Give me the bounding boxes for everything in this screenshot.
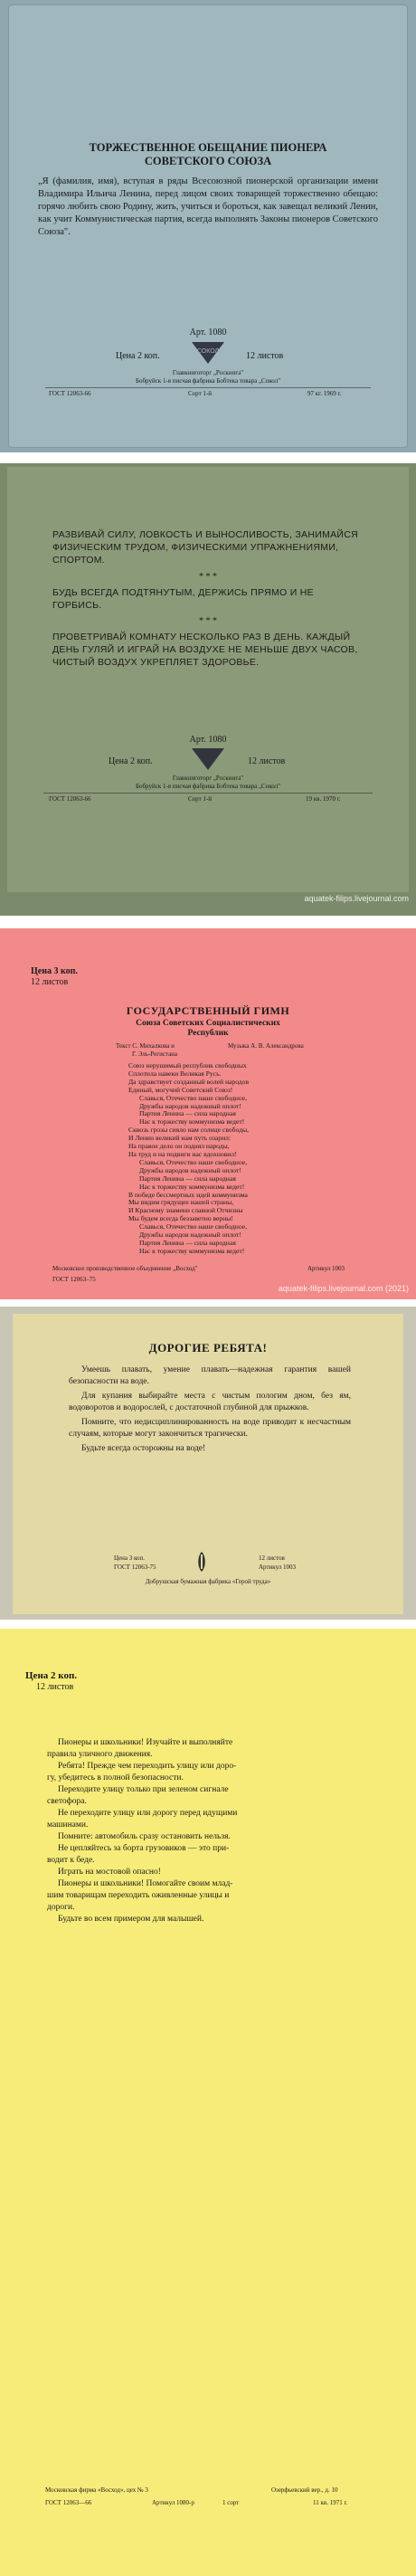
publisher-line-2: Бобруйск 1-я писчая фабрика Бобтека товара „Сокол" [135,783,281,790]
traffic-rules [47,1737,237,1925]
lyric-line: Славься, Отечество наше свободное, [139,1093,247,1102]
art-number: Арт. 1080 [189,328,227,337]
lyric-line: Мы видим грядущее нашей страны, [128,1198,234,1207]
music-author: Музыка А. В. Александрова [228,1042,304,1050]
price: Цена 2 коп. [25,1670,78,1681]
lyric-line: Партия Ленина — сила народная [139,1174,236,1183]
cover-panel-3 [0,928,416,1299]
title-line-1: ТОРЖЕСТВЕННОЕ ОБЕЩАНИЕ ПИОНЕРА [89,141,327,154]
lyric-line: Славься, Отечество наше свободное, [139,1157,247,1166]
lyric-line: Единый, могучий Советский Союз! [128,1085,233,1094]
cover-panel-2 [0,463,416,916]
swim-text [69,1364,351,1455]
gost: ГОСТ 12063-75 [114,1564,156,1571]
lyric-line: Партия Ленина — сила народная [139,1238,236,1247]
art-number: Артикул 1003 [307,1265,345,1272]
lyric-line: В победе бессмертных идей коммунизма [128,1190,248,1199]
watermark: aquatek-filips.livejournal.com (2021) [278,1284,409,1293]
rule-3: ПРОВЕТРИВАЙ КОМНАТУ НЕСКОЛЬКО РАЗ В ДЕНЬ. КАЖДЫЙ ДЕНЬ ГУЛЯЙ И ИГРАЙ НА ВОЗДУХЕ НЕ МЕНЬШЕ ДВУХ ЧАСОВ, ЧИСТЫЙ ВОЗДУХ УКРЕПЛЯЕТ ЗДОРОВЬЕ. [52,632,358,668]
svg-text:СОКОЛ: СОКОЛ [196,348,220,355]
lyric-line: Дружбы народов надежный оплот! [139,1165,241,1174]
lyric-line: И Красному знамени славной Отчизны [128,1206,243,1215]
logo [194,1551,210,1577]
lyric-line: Нас к торжеству коммунизма ведет! [139,1246,245,1255]
rule-line: светофора. [47,1797,87,1806]
gost: ГОСТ 12063—66 [45,2499,92,2506]
swim-title: ДОРОГИЕ РЕБЯТА! [148,1341,268,1355]
art-number: Арт. 1080 [189,735,227,745]
sheets-count: 12 листов [248,756,286,766]
lyric-line: На правое дело он поднял народы, [128,1142,230,1151]
rule-line: Переходите улицу только при зеленом сигнале [58,1785,229,1794]
swim-paragraph: Будьте всегда осторожны на воде! [81,1444,206,1453]
order: 97 кг. 1969 г. [307,390,342,397]
cover-panel-4 [0,1307,416,1620]
factory: Московская фирма «Восход», цех № 3 [45,2486,148,2494]
lyric-line: На труд и на подвиги нас вдохновил! [128,1149,237,1158]
anthem-title: ГОСУДАРСТВЕННЫЙ ГИМН [126,1004,290,1017]
gost: ГОСТ 12063–75 [52,1276,96,1283]
rule-1: РАЗВИВАЙ СИЛУ, ЛОВКОСТЬ И ВЫНОСЛИВОСТЬ, ЗАНИМАЙСЯ ФИЗИЧЕСКИМ ТРУДОМ, ФИЗИЧЕСКИМИ УПРАЖНЕНИЯМИ, СПОРТОМ. [52,529,359,566]
rule-line: правила уличного движения. [47,1750,153,1759]
publisher-line-2: Бобруйск 1-я писчая фабрика Бобтека товара „Сокол" [135,377,281,385]
publisher-line-1: Главкниготорг „Роскнига" [172,369,244,376]
title-line-2: СОВЕТСКОГО СОЮЗА [144,155,272,167]
lyric-line: Нас к торжеству коммунизма ведет! [139,1117,245,1126]
price: Цена 2 коп. [116,351,160,361]
rule-line: Помните: автомобиль сразу остановить нельзя. [58,1832,231,1841]
factory-logo-icon [190,745,226,772]
swim-paragraph: Умеешь плавать, умение плавать—надежная гарантия вашей безопасности на воде. [69,1365,351,1386]
factory-logo-icon [194,1551,210,1573]
cover-panel-1 [0,0,416,452]
address: Озерфьевский вер., д. 10 [271,2486,338,2494]
rule-line: Будьте во всем примером для малышей. [58,1915,204,1924]
separator-stars: * * * [199,572,217,582]
sort: Сорт 1-й [188,795,212,803]
anthem-subtitle-1: Союза Советских Социалистических [136,1019,280,1028]
factory-logo-icon [190,338,226,366]
publisher-line-1: Главкниготорг „Роскнига" [172,775,244,782]
lyric-line: Дружбы народов надежный оплот! [139,1101,241,1110]
sheets-count: 12 листов [36,1682,74,1692]
art-number: Артикул 1003 [259,1564,297,1571]
lyric-line: Славься, Отечество наше свободное, [139,1222,247,1231]
rule-line: машинами. [47,1820,89,1830]
rule-line: шим товарищам переходить оживленные улицы и [47,1891,230,1900]
rule-line: дороги. [47,1903,75,1912]
divider [45,387,371,388]
gost: ГОСТ 12063-66 [49,795,91,803]
lyric-line: Сквозь грозы сияло нам солнце свободы, [128,1126,249,1135]
rule-line: Не цепляйтесь за борта грузовиков — это при- [58,1844,230,1853]
order: 19 кв. 1970 г. [306,795,341,803]
lyrics-author-line-1: Текст С. Михалкова и [116,1042,175,1050]
divider [43,793,373,794]
lyrics-author [116,1042,177,1059]
factory: Добрушская бумажная фабрика «Герой труда» [145,1578,271,1585]
pledge-text: „Я (фамилия, имя), вступая в ряды Всесоюзной пионерской организации имени Владимира Ильича Ленина, перед лицом своих товарищей торжественно обещаю: горячо любить свою Родину, жить, учиться и бороться, как завещал великий Ленин, как учит Коммунистическая партия, всегда выполнять Законы пионеров Советского Союза". [38,176,378,237]
art-number: Артикул 1080-р [152,2499,194,2506]
lyric-line: Мы будем всегда беззаветно верны! [128,1214,233,1223]
cover-sheet [9,5,407,447]
gost: ГОСТ 12063-66 [49,390,91,397]
price: Цена 3 коп. [114,1554,146,1562]
rule-2: БУДЬ ВСЕГДА ПОДТЯНУТЫМ, ДЕРЖИСЬ ПРЯМО И НЕ ГОРБИСЬ. [52,587,314,611]
factory: Московское производственное объединение „Восход" [52,1265,198,1272]
cover-sheet [13,1314,403,1614]
separator-stars: * * * [199,616,217,626]
anthem-lyrics [128,1062,249,1256]
rule-line: Не переходите улицу или дорогу перед идущими [58,1809,238,1818]
rule-line: гу, убедитесь в полной безопасности. [47,1773,184,1782]
lyric-line: И Ленин великий нам путь озарил: [128,1134,232,1143]
rule-line: водит к беде. [47,1856,95,1865]
watermark: aquatek-filips.livejournal.com [304,894,409,903]
sheets-count: 12 листов [246,351,284,361]
anthem-subtitle-2: Республик [187,1029,229,1038]
lyric-line: Союз нерушимый республик свободных [128,1061,247,1069]
swim-paragraph: Для купания выбирайте места с чистым пологим дном, без ям, водоворотов и водорослей, с достаточной глубиной для прыжков. [69,1392,351,1412]
rule-line: Пионеры и школьники! Помогайте своим млад- [58,1879,233,1888]
order: 11 кв. 1971 г. [313,2499,348,2506]
lyric-line: Сплотила навеки Великая Русь. [128,1069,222,1078]
logo [9,338,407,370]
logo [7,745,409,776]
cover-sheet [7,467,409,892]
lyric-line: Да здравствует созданный волей народов [128,1077,250,1086]
lyric-line: Нас к торжеству коммунизма ведет! [139,1182,245,1191]
sheets-count: 12 листов [31,977,69,987]
cover-panel-5 [0,1629,416,2576]
lyrics-author-line-2: Г. Эль-Регистана [132,1050,178,1058]
pledge-title [27,141,389,168]
lyric-line: Партия Ленина — сила народная [139,1109,236,1118]
swim-paragraph: Помните, что недисциплинированность на воде приводит к несчастным случаям, которые могут закончиться трагически. [69,1418,351,1439]
price: Цена 3 коп. [31,966,78,976]
rule-line: Ребята! Прежде чем переходить улицу или доро- [58,1762,237,1771]
sheets-count: 12 листов [259,1554,285,1562]
rule-line: Играть на мостовой опасно! [58,1868,161,1877]
lyric-line: Дружбы народов надежный оплот! [139,1231,241,1240]
sort: Сорт 1-й [188,390,212,397]
price: Цена 2 коп. [109,756,153,766]
rule-line: Пионеры и школьники! Изучайте и выполняйте [58,1738,233,1747]
sort: 1 сорт [222,2499,240,2506]
